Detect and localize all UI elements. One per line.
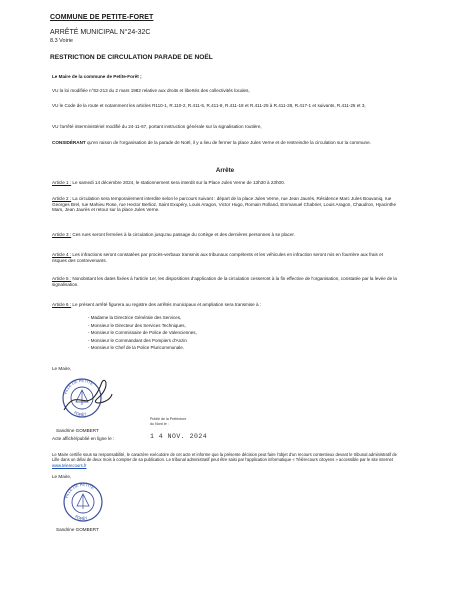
arrete-number: ARRÊTÉ MUNICIPAL N°24-32C — [50, 29, 151, 36]
arrete-heading: Arrête — [215, 167, 235, 174]
stamp-line: du Nord le : — [150, 422, 169, 427]
article-text: Les infractions seront constatées par procès-verbaux transmis aux tribunaux compétents et les véhicules en infraction seront mis en fourrière aux frais et risques des contrevenants. — [52, 252, 383, 263]
list-item: - Madame la Directrice Générale des Services, — [88, 315, 182, 320]
municipal-seal-icon — [58, 374, 114, 426]
article-1 — [52, 180, 397, 186]
considerant-text: qu'en raison de l'organisation de la parade de Noël, il y a lieu de fermer la place Jules Verne et de restreindre la circulation sur la commune. — [85, 140, 371, 145]
article-label: Article 4 : — [52, 252, 72, 257]
article-text: Ces rues seront fermées à la circulation jusqu'au passage du cortège et des dernières personnes à se placer. — [71, 232, 295, 237]
le-maire-label-2: Le Maire, — [52, 474, 72, 479]
notice-text: Le Maire certifie sous sa responsabilité, le caractère exécutoire de cet acte et informe que la présente décision peut faire l'objet d'un recours contentieux devant le tribunal administratif de Lille dans un délai de deux mois à compter de sa publication. Le tribunal administratif peut être saisi par l'application informatique « Télérecours citoyens » accessible par le site internet — [52, 452, 397, 463]
stamp-line: Publié de la Préfecture — [150, 417, 187, 421]
article-5 — [52, 276, 397, 287]
list-item: - Monsieur le Chef de la Police Pluricommunale. — [88, 345, 185, 351]
article-6 — [52, 302, 397, 308]
article-label: Article 1 : — [52, 180, 72, 185]
article-label: Article 3 : — [52, 232, 72, 237]
seal-bottom-text: FORÊT — [74, 513, 88, 522]
maire-intro: Le Maire de la commune de Petite-Forêt ; — [52, 74, 142, 79]
list-item: - Monsieur le Directeur des Services Techniques, — [88, 322, 186, 328]
considerant-label: CONSIDÉRANT — [52, 140, 86, 145]
municipal-seal-icon-2 — [60, 480, 110, 526]
vu-clause-2: VU le Code de la route et notamment les articles R110-1, R.110-2, R.411-5, R.411-8, R.411-18 et R.411-25 à R.411-28, R.417-1 et suivants, R.411-25 et 3, — [52, 103, 366, 108]
telerecours-link[interactable]: www.telerecours.fr — [52, 462, 87, 468]
article-text: Nonobstant les dates fixées à l'article 1er, les dispositions d'application de la circulation cesseront à la fin effective de l'organisation, constatée par la levée de la signalisation. — [52, 276, 397, 287]
recipients-list — [88, 314, 197, 352]
considerant-clause — [52, 140, 397, 146]
article-text: La circulation sera temporairement interdite selon le parcours suivant : départ de la place Jules Verne, rue Jean Jaurès, Résidence Marc Jules Bouvaniq, rue Georges Brel, rue Mahieu Rose, rue Hector Berlioz, Saint Exupéry, Louis Aragon, Victor Hugo, Romain Rolland, Emmanuel Chabrier, Louis Aragon, Chaudron, Hyacinthe Mars, Jean Jaurès et retour sur la place Jules Verne. — [52, 196, 397, 213]
vu-clause-1: VU la loi modifiée n°82-213 du 2 mars 1982 relative aux droits et libertés des collectivités locales, — [52, 88, 250, 93]
seal-bottom-text: FORÊT — [73, 409, 87, 418]
arrete-category: 8.3 Voirie — [50, 38, 73, 44]
seal-top-text: VILLE DE PETITE — [63, 481, 96, 500]
le-maire-label: Le Maire, — [52, 366, 72, 371]
maire-name-2: Sandrine GOMBERT — [56, 527, 99, 532]
article-2 — [52, 196, 397, 213]
legal-notice — [52, 452, 397, 468]
article-label: Article 2 : — [52, 196, 72, 201]
list-item: - Monsieur le Commandant des Pompiers d'Anzin — [88, 337, 187, 343]
maire-name: Sandrine GOMBERT — [56, 428, 99, 433]
article-text: Le samedi 14 décembre 2024, le stationnement sera interdit sur la Place Jules Verne de 13h30 à 23h00. — [71, 180, 285, 185]
list-item: - Monsieur le Commissaire de Police de Valenciennes, — [88, 330, 197, 336]
date-stamp: 1 4 NOV. 2024 — [150, 433, 208, 440]
prefecture-stamp — [150, 417, 186, 428]
article-label: Article 6 : — [52, 302, 72, 307]
affichage-label: Acte affiché/publié en ligne le : — [52, 436, 115, 441]
article-4 — [52, 252, 397, 263]
article-3 — [52, 232, 397, 238]
seal-top-text: VILLE DE PETITE — [62, 377, 95, 396]
article-text: Le présent arrêté figurera au registre des arrêtés municipaux et ampliation sera transmise à : — [71, 302, 262, 307]
document-title: RESTRICTION DE CIRCULATION PARADE DE NOËL — [50, 54, 213, 61]
commune-header: COMMUNE DE PETITE-FORET — [50, 14, 154, 21]
article-label: Article 5 : — [52, 276, 72, 281]
vu-clause-3: VU l'arrêté interministériel modifié du 24-11-67, portant instruction générale sur la signalisation routière, — [52, 124, 262, 129]
